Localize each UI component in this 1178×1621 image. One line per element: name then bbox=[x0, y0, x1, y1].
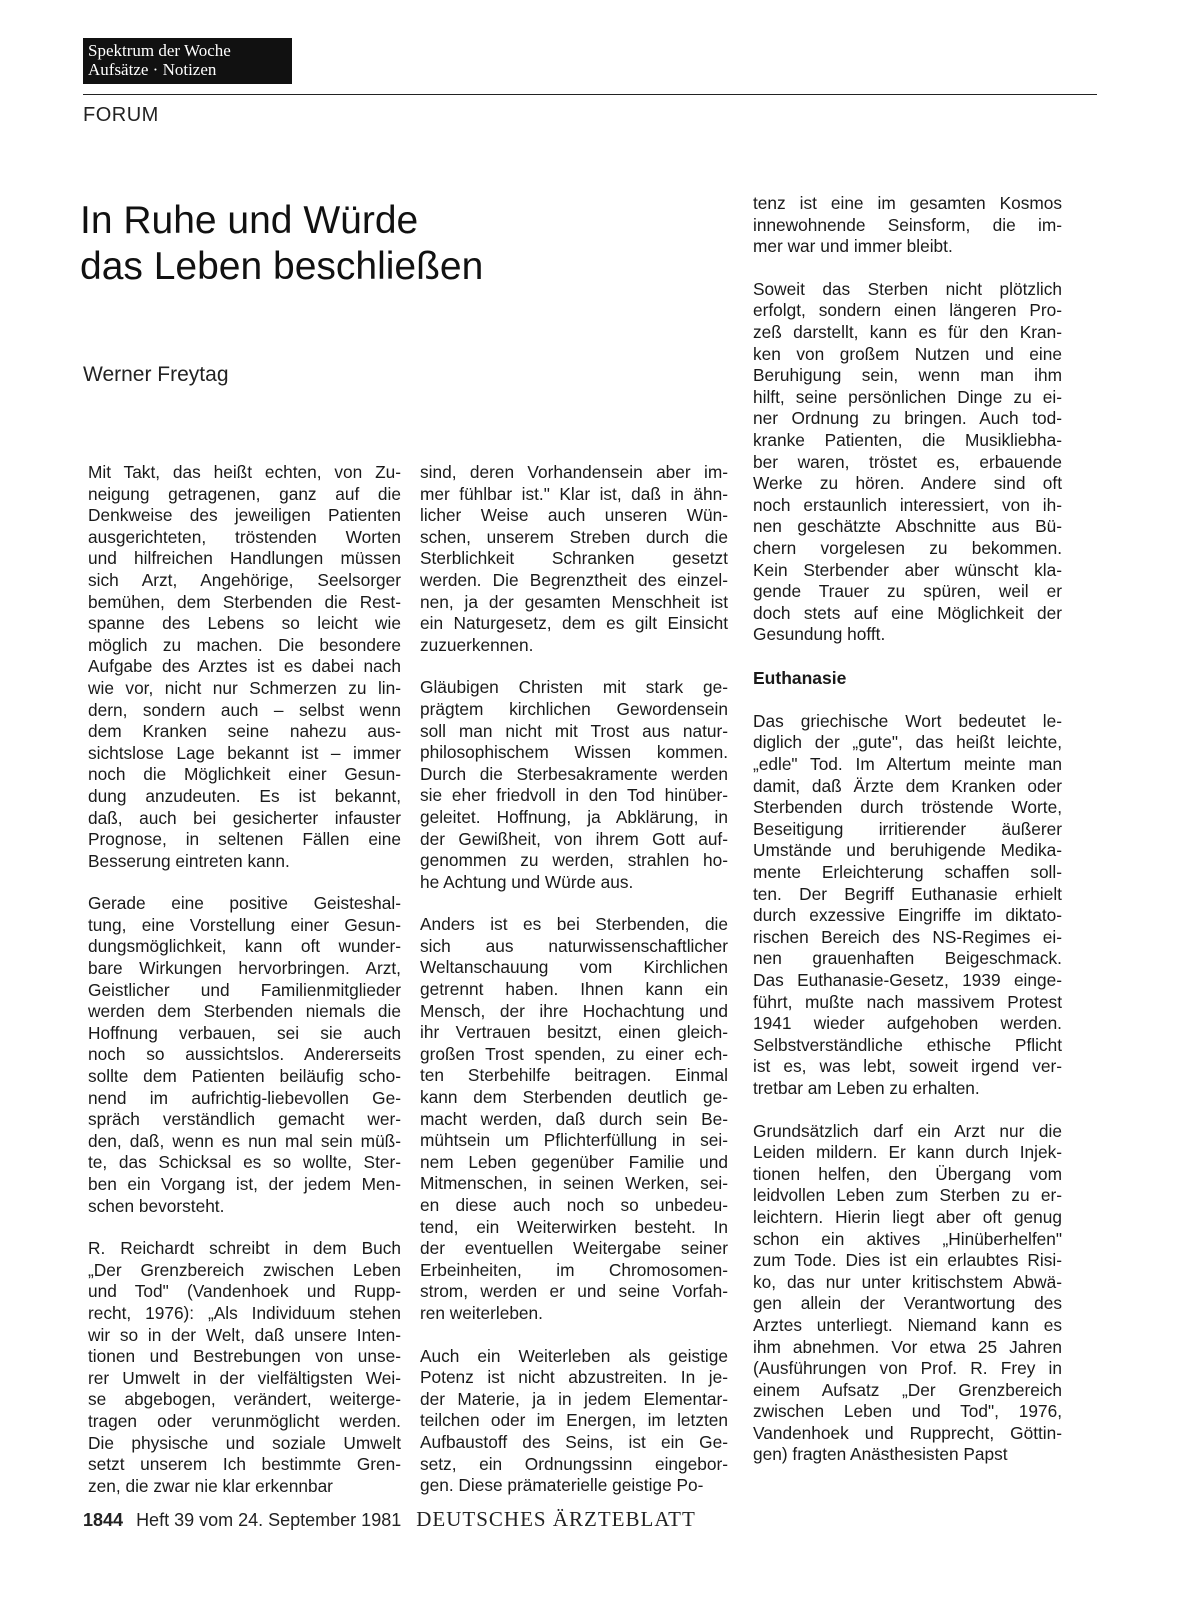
text-line: ist es, was lebt, soweit irgend ver- bbox=[753, 1056, 1062, 1077]
text-line: se abgebogen, verändert, weiterge- bbox=[88, 1389, 401, 1410]
text-line: rischen Bereich des NS-Regimes ei- bbox=[753, 926, 1062, 947]
text-line: ren weiterleben. bbox=[420, 1302, 543, 1323]
text-line: setz, ein Ordnungssinn eingebor- bbox=[420, 1453, 728, 1474]
text-line: spräch verständlich gemacht wer- bbox=[88, 1109, 401, 1130]
text-line: dern, sondern auch – selbst wenn bbox=[88, 699, 401, 720]
text-line: nend im aufrichtig-liebevollen Ge- bbox=[88, 1087, 401, 1108]
text-line: gen. Diese prämaterielle geistige Po- bbox=[420, 1475, 704, 1496]
text-line: gen allein der Verantwortung des bbox=[753, 1293, 1062, 1314]
text-line: bare Wirkungen hervorbringen. Arzt, bbox=[88, 958, 401, 979]
text-line: Grundsätzlich darf ein Arzt nur die bbox=[753, 1120, 1062, 1141]
text-line: Arztes unterliegt. Niemand kann es bbox=[753, 1314, 1062, 1335]
text-line: den, daß, wenn es nun mal sein müß- bbox=[88, 1130, 401, 1151]
text-line: tionen helfen, den Übergang vom bbox=[753, 1163, 1062, 1184]
text-line: mühtsein um Pflichterfüllung in sei- bbox=[420, 1130, 728, 1151]
text-line: Mit Takt, das heißt echten, von Zu- bbox=[88, 462, 401, 482]
text-line: dem Kranken seine nahezu aus- bbox=[88, 721, 401, 742]
text-line: leichtern. Hierin liegt aber oft genug bbox=[753, 1206, 1062, 1227]
text-line: zwischen Leben und Tod", 1976, bbox=[753, 1401, 1062, 1422]
text-line: teilchen oder im Energen, im letzten bbox=[420, 1410, 728, 1431]
text-line: tragen oder verunmöglicht werden. bbox=[88, 1410, 401, 1431]
column-3-euthanasie bbox=[753, 711, 1062, 1466]
text-line: genommen zu werden, strahlen ho- bbox=[420, 850, 728, 871]
text-line: ner Ordnung zu bringen. Auch tod- bbox=[753, 408, 1062, 429]
text-line: Soweit das Sterben nicht plötzlich bbox=[753, 278, 1062, 299]
text-line: ken von großem Nutzen und eine bbox=[753, 343, 1062, 364]
text-line: „edle" Tod. Im Altertum meinte man bbox=[753, 754, 1062, 775]
article-title-line1: In Ruhe und Würde bbox=[80, 199, 419, 242]
text-line: tend, ein Weiterwirken besteht. In bbox=[420, 1216, 728, 1237]
text-line: sollte dem Patienten beiläufig scho- bbox=[88, 1066, 401, 1087]
paragraph bbox=[420, 677, 728, 893]
text-line: he Achtung und Würde aus. bbox=[420, 871, 634, 892]
text-line: soll man nicht mit Trost aus natur- bbox=[420, 720, 728, 741]
text-line: kann dem Sterbenden deutlich ge- bbox=[420, 1087, 728, 1108]
text-line: tretbar am Leben zu erhalten. bbox=[753, 1077, 980, 1098]
text-line: macht werden, daß durch sein Be- bbox=[420, 1108, 728, 1129]
text-line: Die physische und soziale Umwelt bbox=[88, 1432, 401, 1453]
text-line: und Tod" (Vandenhoek und Rupp- bbox=[88, 1281, 401, 1302]
text-line: en diese auch noch so unbedeu- bbox=[420, 1195, 728, 1215]
text-line: ein Naturgesetz, dem es gilt Einsicht bbox=[420, 613, 728, 634]
text-line: der Gewißheit, von ihrem Gott auf- bbox=[420, 828, 728, 849]
text-line: dungsmöglichkeit, kann oft wunder- bbox=[88, 936, 401, 957]
text-line: führt, mußte nach massivem Protest bbox=[753, 991, 1062, 1012]
text-line: spanne des Lebens so leicht wie bbox=[88, 613, 401, 634]
text-line: und hilfreichen Handlungen müssen bbox=[88, 548, 401, 569]
text-line: Gesundung hofft. bbox=[753, 624, 886, 645]
text-line: mer war und immer bleibt. bbox=[753, 236, 953, 257]
text-line: Leiden mildern. Er kann durch Injek- bbox=[753, 1142, 1062, 1163]
text-line: philosophischem Wissen kommen. bbox=[420, 742, 728, 763]
text-line: Potenz ist nicht abzustreiten. In je- bbox=[420, 1367, 728, 1388]
text-line: ben ein Vorgang ist, der jedem Men- bbox=[88, 1174, 401, 1194]
text-line: schen bevorsteht. bbox=[88, 1195, 225, 1216]
text-line: tung, eine Vorstellung einer Gesun- bbox=[88, 914, 401, 935]
text-line: tenz ist eine im gesamten Kosmos bbox=[753, 193, 1062, 213]
section-label-line1: Spektrum der Woche bbox=[88, 41, 231, 60]
text-line: Werke zu hören. Andere sind oft bbox=[753, 473, 1062, 494]
text-line: ten. Der Begriff Euthanasie erhielt bbox=[753, 883, 1062, 904]
text-line: Das Euthanasie-Gesetz, 1939 einge- bbox=[753, 970, 1062, 990]
rubric-label: FORUM bbox=[83, 104, 159, 126]
text-line: mer fühlbar ist." Klar ist, daß in ähn- bbox=[420, 483, 728, 504]
section-label-line2: Aufsätze · Notizen bbox=[88, 60, 217, 79]
text-line: zen, die zwar nie klar erkennbar bbox=[88, 1475, 333, 1496]
text-line: Sterbenden durch tröstende Worte, bbox=[753, 797, 1062, 818]
article-title-line2: das Leben beschließen bbox=[80, 245, 484, 288]
text-line: diglich der „gute", das heißt leichte, bbox=[753, 732, 1062, 753]
text-line: Aufbaustoff des Seins, ist ein Ge- bbox=[420, 1431, 728, 1452]
text-line: schen, unserem Streben durch die bbox=[420, 526, 728, 547]
text-line: chern vorgelesen zu bekommen. bbox=[753, 537, 1062, 558]
text-line: wie vor, nicht nur Schmerzen zu lin- bbox=[88, 677, 401, 698]
text-line: zuzuerkennen. bbox=[420, 634, 534, 655]
text-line: „Der Grenzbereich zwischen Leben bbox=[88, 1259, 401, 1280]
text-column-2 bbox=[420, 462, 728, 1518]
text-line: Hoffnung verbauen, sei sie auch bbox=[88, 1022, 401, 1043]
text-line: Sterblichkeit Schranken gesetzt bbox=[420, 548, 728, 569]
column-3-intro bbox=[753, 193, 1062, 646]
text-line: R. Reichardt schreibt in dem Buch bbox=[88, 1238, 401, 1259]
paragraph bbox=[88, 893, 401, 1217]
text-line: getrennt haben. Ihnen kann ein bbox=[420, 979, 728, 1000]
text-line: Vandenhoek und Rupprecht, Göttin- bbox=[753, 1422, 1062, 1443]
header-rule bbox=[83, 94, 1097, 95]
paragraph bbox=[420, 914, 728, 1324]
text-line: Beseitigung irritierender äußerer bbox=[753, 818, 1062, 839]
text-line: tionen und Bestrebungen von unse- bbox=[88, 1346, 401, 1367]
text-line: noch die Möglichkeit einer Gesun- bbox=[88, 764, 401, 785]
paragraph bbox=[753, 711, 1062, 1100]
text-line: hilft, seine persönlichen Dinge zu ei- bbox=[753, 386, 1062, 407]
text-line: Anders ist es bei Sterbenden, die bbox=[420, 914, 728, 935]
text-line: Kein Sterbender aber wünscht kla- bbox=[753, 559, 1062, 580]
text-line: Besserung eintreten kann. bbox=[88, 850, 290, 871]
text-line: sich aus naturwissenschaftlicher bbox=[420, 935, 728, 956]
text-line: gende Trauer zu spüren, weil er bbox=[753, 581, 1062, 602]
text-line: Gerade eine positive Geisteshal- bbox=[88, 893, 401, 914]
text-line: Mitmenschen, in seinen Werken, sei- bbox=[420, 1173, 728, 1194]
text-line: werden. Die Begrenztheit des einzel- bbox=[420, 569, 728, 590]
text-line: der eventuellen Weitergabe seiner bbox=[420, 1238, 728, 1259]
text-line: ihm abnehmen. Vor etwa 25 Jahren bbox=[753, 1336, 1062, 1357]
text-line: geleitet. Hoffnung, ja Abklärung, in bbox=[420, 806, 728, 827]
paragraph bbox=[753, 193, 1062, 258]
text-line: sichtslose Lage bekannt ist – immer bbox=[88, 742, 401, 763]
article-author: Werner Freytag bbox=[83, 363, 229, 386]
text-line: Prognose, in seltenen Fällen eine bbox=[88, 829, 401, 850]
text-column-1 bbox=[88, 462, 401, 1518]
text-line: noch erstaunlich interessiert, von ih- bbox=[753, 494, 1062, 515]
text-line: der Materie, ja in jedem Elementar- bbox=[420, 1388, 728, 1409]
text-line: noch so aussichtslos. Andererseits bbox=[88, 1044, 401, 1065]
text-line: daß, auch bei gesicherter infauster bbox=[88, 807, 401, 828]
text-line: ko, das nur unter kritischstem Abwä- bbox=[753, 1271, 1062, 1292]
text-line: mente Erleichterung schaffen soll- bbox=[753, 862, 1062, 883]
text-line: Aufgabe des Arztes ist es dabei nach bbox=[88, 656, 401, 677]
article-title bbox=[80, 198, 483, 290]
text-line: zeß darstellt, kann es für den Kran- bbox=[753, 321, 1062, 342]
section-heading-euthanasie: Euthanasie bbox=[753, 667, 847, 688]
text-line: ber waren, tröstet es, erbauende bbox=[753, 451, 1062, 472]
text-line: prägtem kirchlichen Gewordensein bbox=[420, 698, 728, 719]
paragraph bbox=[88, 462, 401, 872]
text-line: sich Arzt, Angehörige, Seelsorger bbox=[88, 569, 401, 590]
paragraph bbox=[420, 462, 728, 656]
text-line: setzt unserem Ich bestimmte Gren- bbox=[88, 1454, 401, 1475]
text-line: damit, daß Ärzte dem Kranken oder bbox=[753, 775, 1062, 796]
text-line: nem Leben gegenüber Familie und bbox=[420, 1151, 728, 1172]
text-line: durch exzessive Eingriffe im diktato- bbox=[753, 905, 1062, 926]
text-line: Geistlicher und Familienmitglieder bbox=[88, 979, 401, 1000]
text-line: Umstände und beruhigende Medika- bbox=[753, 840, 1062, 861]
text-line: großen Trost spenden, zu einer ech- bbox=[420, 1043, 728, 1064]
text-line: ausgerichteten, tröstenden Worten bbox=[88, 526, 401, 547]
text-line: schon ein aktives „Hinüberhelfen" bbox=[753, 1228, 1062, 1249]
text-line: möglich zu machen. Die besondere bbox=[88, 634, 401, 655]
text-line: wir so in der Welt, daß unsere Inten- bbox=[88, 1324, 401, 1345]
text-line: Denkweise des jeweiligen Patienten bbox=[88, 505, 401, 526]
text-line: 1941 wieder aufgehoben werden. bbox=[753, 1013, 1062, 1034]
text-line: erfolgt, sondern einen längeren Pro- bbox=[753, 300, 1062, 321]
text-line: einem Aufsatz „Der Grenzbereich bbox=[753, 1379, 1062, 1400]
text-line: strom, werden er und seine Vorfah- bbox=[420, 1281, 728, 1302]
text-line: bemühen, dem Sterbenden die Rest- bbox=[88, 591, 401, 612]
page-footer bbox=[83, 1507, 696, 1532]
text-line: sind, deren Vorhandensein aber im- bbox=[420, 462, 728, 482]
section-label-box bbox=[83, 38, 292, 84]
paragraph bbox=[753, 279, 1062, 646]
journal-name: DEUTSCHES ÄRZTEBLATT bbox=[416, 1507, 696, 1531]
text-column-3 bbox=[753, 193, 1062, 1487]
text-line: licher Weise auch unseren Wün- bbox=[420, 505, 728, 526]
text-line: nen, ja der gesamten Menschheit ist bbox=[420, 591, 728, 612]
text-line: (Ausführungen von Prof. R. Frey in bbox=[753, 1358, 1062, 1379]
text-line: Weltanschauung vom Kirchlichen bbox=[420, 957, 728, 978]
text-line: rer Umwelt in der vielfältigsten Wei- bbox=[88, 1367, 401, 1388]
text-line: innewohnende Seinsform, die im- bbox=[753, 214, 1062, 235]
text-line: kranke Patienten, die Musikliebha- bbox=[753, 429, 1062, 450]
text-line: Erbeinheiten, im Chromosomen- bbox=[420, 1259, 728, 1280]
text-line: gen) fragten Anästhesisten Papst bbox=[753, 1444, 1008, 1465]
text-line: Auch ein Weiterleben als geistige bbox=[420, 1345, 728, 1366]
text-line: neigung getragenen, ganz auf die bbox=[88, 483, 401, 504]
text-line: Das griechische Wort bedeutet le- bbox=[753, 710, 1062, 731]
paragraph bbox=[420, 1346, 728, 1497]
text-line: ihr Vertrauen besitzt, einen gleich- bbox=[420, 1022, 728, 1043]
issue-info: Heft 39 vom 24. September 1981 bbox=[136, 1510, 402, 1530]
text-line: werden dem Sterbenden niemals die bbox=[88, 1001, 401, 1022]
text-line: doch stets auf eine Möglichkeit der bbox=[753, 602, 1062, 623]
text-line: Gläubigen Christen mit stark ge- bbox=[420, 677, 728, 698]
text-line: Beruhigung sein, wenn man ihm bbox=[753, 365, 1062, 386]
text-line: Mensch, der ihre Hochachtung und bbox=[420, 1000, 728, 1021]
text-line: zum Tode. Dies ist ein erlaubtes Risi- bbox=[753, 1250, 1062, 1271]
text-line: ten Sterbehilfe beitragen. Einmal bbox=[420, 1065, 728, 1086]
text-line: nen grauenhaften Beigeschmack. bbox=[753, 948, 1062, 969]
text-line: Durch die Sterbesakramente werden bbox=[420, 763, 728, 784]
text-line: sie eher friedvoll in den Tod hinüber- bbox=[420, 785, 728, 806]
page-number: 1844 bbox=[83, 1510, 124, 1530]
paragraph bbox=[88, 1238, 401, 1497]
text-line: Selbstverständliche ethische Pflicht bbox=[753, 1034, 1062, 1055]
text-line: te, das Schicksal es so wollte, Ster- bbox=[88, 1152, 401, 1173]
text-line: leidvollen Leben zum Sterben zu er- bbox=[753, 1185, 1062, 1206]
text-line: dung anzudeuten. Es ist bekannt, bbox=[88, 785, 401, 806]
text-line: recht, 1976): „Als Individuum stehen bbox=[88, 1302, 401, 1323]
paragraph bbox=[753, 1121, 1062, 1467]
text-line: nen geschätzte Abschnitte aus Bü- bbox=[753, 516, 1062, 537]
